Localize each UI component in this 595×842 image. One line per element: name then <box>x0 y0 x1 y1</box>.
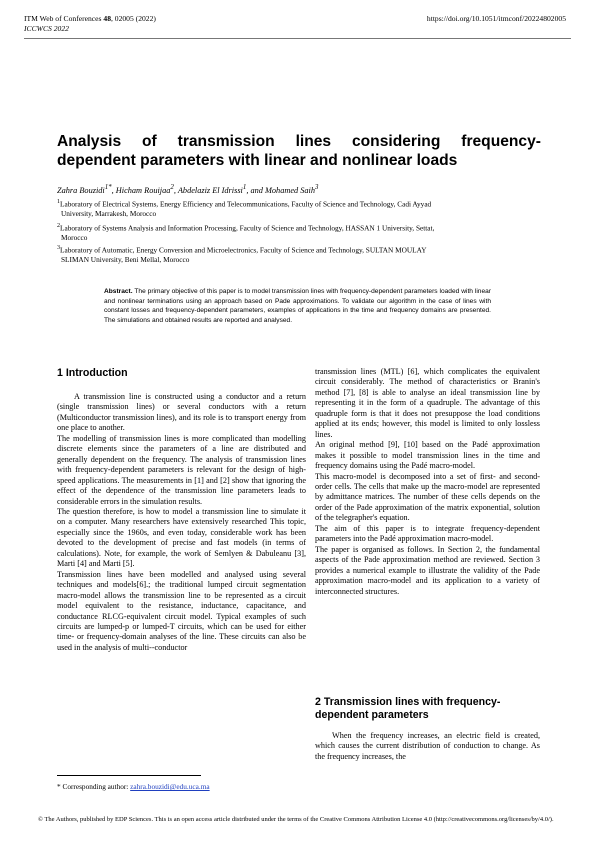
paragraph: An original method [9], [10] based on the Padé approximation makes it possible to model transmission lines in the time and frequency domains using the Padé macro-model. <box>315 440 540 471</box>
paragraph: The question therefore, is how to model a transmission line to simulate it on a computer. Many researchers have extensively researched This topic, especially since the 1960s, and even today, considerable work has been devoted to the development of precise and fast models (in terms of calculations). Note, for example, the work of Semlyen & Dabuleanu [3], Marti [4] and Marti [5]. <box>57 506 306 569</box>
paragraph: transmission lines (MTL) [6], which complicates the equivalent circuit considerably. The method of characteristics or Branin's method [7], [8] is able to analyse an ideal transmission line by representing it in the form of a quadruple. The advantage of this quadruple form is that it does not presuppose the load conditions applied at its ends; however, this model is limited to only lossless lines. <box>315 367 540 439</box>
left-column <box>57 392 306 653</box>
author-name: and Mohamed Saih <box>250 185 315 195</box>
abstract-text: The primary objective of this paper is to model transmission lines with frequency-dependent parameters loaded with linear and nonlinear terminations using an approach based on Pade approximations. To validate our algorithm in the case of lines with constant losses and frequency-dependent parameters, examples of applications in the time and frequency domains are presented. The simulations and obtained results are reported and analysed. <box>104 288 491 324</box>
paragraph: This macro-model is decomposed into a set of first- and second-order cells. The cells that make up the macro-model are represented by admittance matrices. The number of these cells depends on the order of the Pade approximation of the matrix exponential, solution of the telegrapher's equation. <box>315 471 540 523</box>
affiliation: $^2$Laboratory of Systems Analysis and Information Processing, Faculty of Science and Technology, HASSAN 1 University, Settat, Morocco <box>57 223 435 242</box>
author-name: Zahra Bouzidi <box>57 185 105 195</box>
journal-line: ITM Web of Conferences 48, 02005 (2022) <box>24 14 156 23</box>
affiliation: $^1$Laboratory of Electrical Systems, Energy Efficiency and Telecommunications, Faculty of Science and Technology, Cadi Ayyad University, Marrakesh, Morocco <box>57 199 432 218</box>
paragraph: Transmission lines have been modelled and analysed using several techniques and models[6].; the traditional lumped circuit segmentation macro-model allows the transmission line to be represented as a circuit model equivalent to the resistance, inductance, capacitance, and conductance RLCG-equivalent circuit model. Typical examples of such circuits are lumped-p or lumped-T circuits, which can be used for either time- or frequency-domain analyses of the line. These circuits can also be used in the analysis of multi--conductor <box>57 569 306 652</box>
section-heading: 1 Introduction <box>57 367 128 379</box>
footnote: * Corresponding author: zahra.bouzidi@edu.uca.ma <box>57 782 210 791</box>
section-heading: 2 Transmission lines with frequency- dependent parameters <box>315 696 501 721</box>
paper-title <box>57 132 541 170</box>
author-name: Hicham Rouijaa <box>115 185 171 195</box>
email-link[interactable]: zahra.bouzidi@edu.uca.ma <box>130 782 210 791</box>
paragraph: A transmission line is constructed using a conductor and a return (single transmission lines) or several conductors with a return (Multiconductor transmission lines), and its role is to transport energy from one place to another. <box>57 392 306 433</box>
author-name: Abdelaziz El Idrissi <box>177 185 243 195</box>
affiliation: $^3$Laboratory of Automatic, Energy Conversion and Microelectronics, Faculty of Science and Technology, SULTAN MOULAY SLIMAN University, Beni Mellal, Morocco <box>57 245 427 264</box>
paragraph: The paper is organised as follows. In Section 2, the fundamental aspects of the Pade approximation method are reviewed. Section 3 provides a numerical example to illustrate the validity of the Pade approximation macro-model and its application to a variety of interconnected structures. <box>315 544 540 596</box>
conference-name: ICCWCS 2022 <box>24 24 69 33</box>
abstract <box>104 287 491 325</box>
paragraph: The aim of this paper is to integrate frequency-dependent parameters into the Padé approximation macro-model. <box>315 523 540 544</box>
doi-link[interactable]: https://doi.org/10.1051/itmconf/20224802005 <box>426 14 566 23</box>
license-notice: © The Authors, published by EDP Sciences. This is an open access article distributed under the terms of the Creative Commons Attribution License 4.0 (http://creativecommons.org/licenses/by/4.0/). <box>38 816 554 823</box>
title-line-1: Analysis of transmission lines considering frequency- <box>57 133 541 150</box>
paragraph: The modelling of transmission lines is more complicated than modelling discrete elements since the parameters of a line are distributed and generally dependent on the frequency. The analysis of transmission lines with frequency-dependent parameters is relevant for the design of high-speed applications. The measurements in [1] and [2] show that ignoring the effect of the dependence of the transmission line parameters leads to considerable errors in the simulation results. <box>57 433 306 506</box>
abstract-label: Abstract. <box>104 288 133 295</box>
header-divider <box>24 38 571 39</box>
paragraph: When the frequency increases, an electric field is created, which causes the current distribution of conduction to change. As the frequency increases, the <box>315 731 540 761</box>
author-list: Zahra Bouzidi$^{1*}$, Hicham Rouijaa$^2$, Abdelaziz El Idrissi$^1$, and Mohamed Saih$^3$ <box>57 184 319 195</box>
right-column-continued <box>315 731 540 762</box>
right-column <box>315 367 540 597</box>
title-line-2: dependent parameters with linear and nonlinear loads <box>57 152 458 169</box>
footnote-divider <box>57 775 201 776</box>
running-header <box>24 14 156 34</box>
